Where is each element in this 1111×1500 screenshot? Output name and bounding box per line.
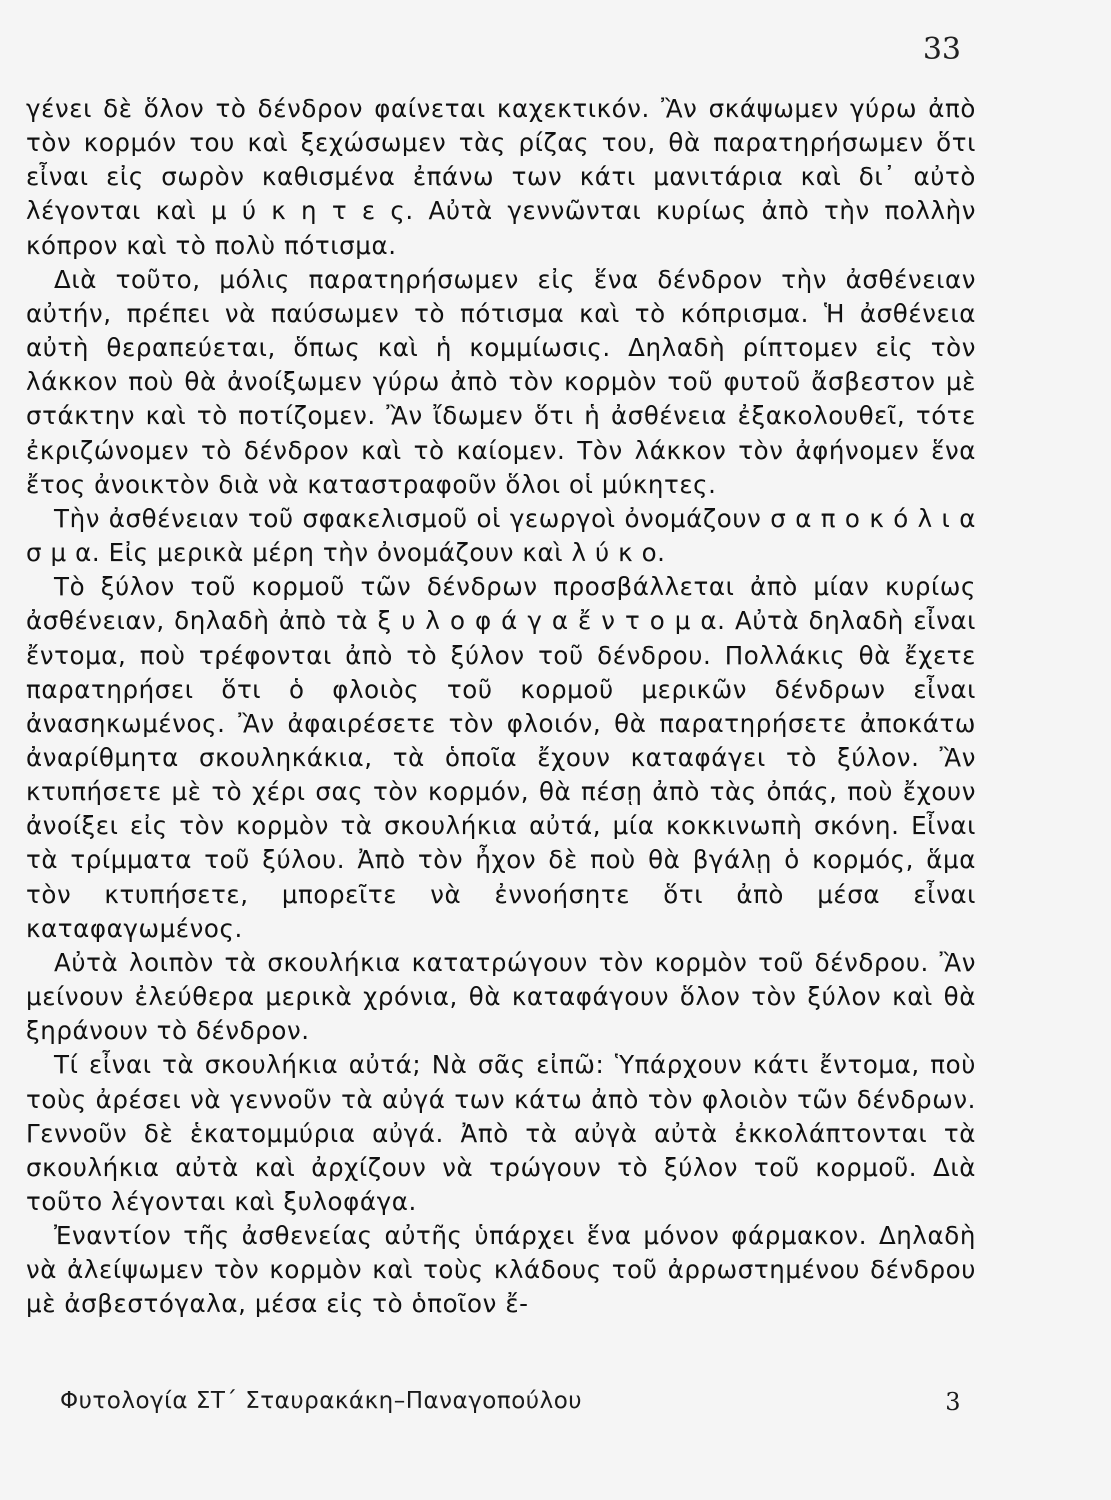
paragraph: Ἐναντίον τῆς ἀσθενείας αὐτῆς ὑπάρχει ἕνα μόνον φάρμακον. Δηλαδὴ νὰ ἀλείψωμεν τὸν κορμὸν καὶ τοὺς κλάδους τοῦ ἀρρωστημένου δένδρου μὲ ἀσβεστόγαλα, μέσα εἰς τὸ ὁποῖον ἔ- — [26, 1221, 976, 1319]
page-footer — [60, 1388, 961, 1416]
paragraph: γένει δὲ ὅλον τὸ δένδρον φαίνεται καχεκτικόν. Ἂν σκάψωμεν γύρω ἀπὸ τὸν κορμόν του καὶ ξεχώσωμεν τὰς ρίζας του, θὰ παρατηρήσωμεν ὅτι εἶναι εἰς σωρὸν καθισμένα ἐπάνω των κάτι μανιτάρια καὶ δι᾽ αὐτὸ λέγονται καὶ μ ύ κ η τ ε ς. Αὐτὰ γεννῶνται κυρίως ἀπὸ τὴν πολλὴν κόπρον καὶ τὸ πολὺ πότισμα. — [26, 94, 976, 260]
paragraph: Διὰ τοῦτο, μόλις παρατηρήσωμεν εἰς ἕνα δένδρον τὴν ἀσθένειαν αὐτήν, πρέπει νὰ παύσωμεν τὸ πότισμα καὶ τὸ κόπρισμα. Ἡ ἀσθένεια αὐτὴ θεραπεύεται, ὅπως καὶ ἡ κομμίωσις. Δηλαδὴ ρίπτομεν εἰς τὸν λάκκον ποὺ θὰ ἀνοίξωμεν γύρω ἀπὸ τὸν κορμὸν τοῦ φυτοῦ ἄσβεστον μὲ στάκτην καὶ τὸ ποτίζομεν. Ἂν ἴδωμεν ὅτι ἡ ἀσθένεια ἐξακολουθεῖ, τότε ἐκριζώνομεν τὸ δένδρον καὶ τὸ καίομεν. Τὸν λάκκον τὸν ἀφήνομεν ἕνα ἔτος ἀνοικτὸν διὰ νὰ καταστραφοῦν ὅλοι οἱ μύκητες. — [26, 264, 976, 499]
page-number: 33 — [922, 32, 961, 67]
paragraph: Τὴν ἀσθένειαν τοῦ σφακελισμοῦ οἱ γεωργοὶ ὀνομάζουν σ α π ο κ ό λ ι α σ μ α. Εἰς μερικὰ μέρη τὴν ὀνομάζουν καὶ λ ύ κ ο. — [26, 503, 976, 568]
paragraph: Αὐτὰ λοιπὸν τὰ σκουλήκια κατατρώγουν τὸν κορμὸν τοῦ δένδρου. Ἂν μείνουν ἐλεύθερα μερικὰ χρόνια, θὰ καταφάγουν ὅλον τὸν ξύλον καὶ θὰ ξηράνουν τὸ δένδρον. — [26, 947, 976, 1046]
book-title: Φυτολογία ΣΤ΄ Σταυρακάκη–Παναγοπούλου — [60, 1388, 583, 1414]
paragraph: Τί εἶναι τὰ σκουλήκια αὐτά; Νὰ σᾶς εἰπῶ: Ὑπάρχουν κάτι ἔντομα, ποὺ τοὺς ἀρέσει νὰ γεννοῦν τὰ αὐγά των κάτω ἀπὸ τὸν φλοιὸν τῶν δένδρων. Γεννοῦν δὲ ἑκατομμύρια αὐγά. Ἀπὸ τὰ αὐγὰ αὐτὰ ἐκκολάπτονται τὰ σκουλήκια αὐτὰ καὶ ἀρχίζουν νὰ τρώγουν τὸ ξύλον τοῦ κορμοῦ. Διὰ τοῦτο λέγονται καὶ ξυλοφάγα. — [26, 1050, 976, 1216]
body-text — [26, 92, 976, 1322]
signature-mark: 3 — [945, 1388, 961, 1416]
paragraph: Τὸ ξύλον τοῦ κορμοῦ τῶν δένδρων προσβάλλεται ἀπὸ μίαν κυρίως ἀσθένειαν, δηλαδὴ ἀπὸ τὰ ξ υ λ ο φ ά γ α ἔ ν τ ο μ α. Αὐτὰ δηλαδὴ εἶναι ἔντομα, ποὺ τρέφονται ἀπὸ τὸ ξύλον τοῦ δένδρου. Πολλάκις θὰ ἔχετε παρατηρήσει ὅτι ὁ φλοιὸς τοῦ κορμοῦ μερικῶν δένδρων εἶναι ἀνασηκωμένος. Ἂν ἀφαιρέσετε τὸν φλοιόν, θὰ παρατηρήσετε ἀποκάτω ἀναρίθμητα σκουληκάκια, τὰ ὁποῖα ἔχουν καταφάγει τὸ ξύλον. Ἂν κτυπήσετε μὲ τὸ χέρι σας τὸν κορμόν, θὰ πέσῃ ἀπὸ τὰς ὀπάς, ποὺ ἔχουν ἀνοίξει εἰς τὸν κορμὸν τὰ σκουλήκια αὐτά, μία κοκκινωπὴ σκόνη. Εἶναι τὰ τρίμματα τοῦ ξύλου. Ἀπὸ τὸν ἦχον δὲ ποὺ θὰ βγάλῃ ὁ κορμός, ἅμα τὸν κτυπήσετε, μπορεῖτε νὰ ἐννοήσητε ὅτι ἀπὸ μέσα εἶναι καταφαγωμένος. — [26, 572, 976, 943]
